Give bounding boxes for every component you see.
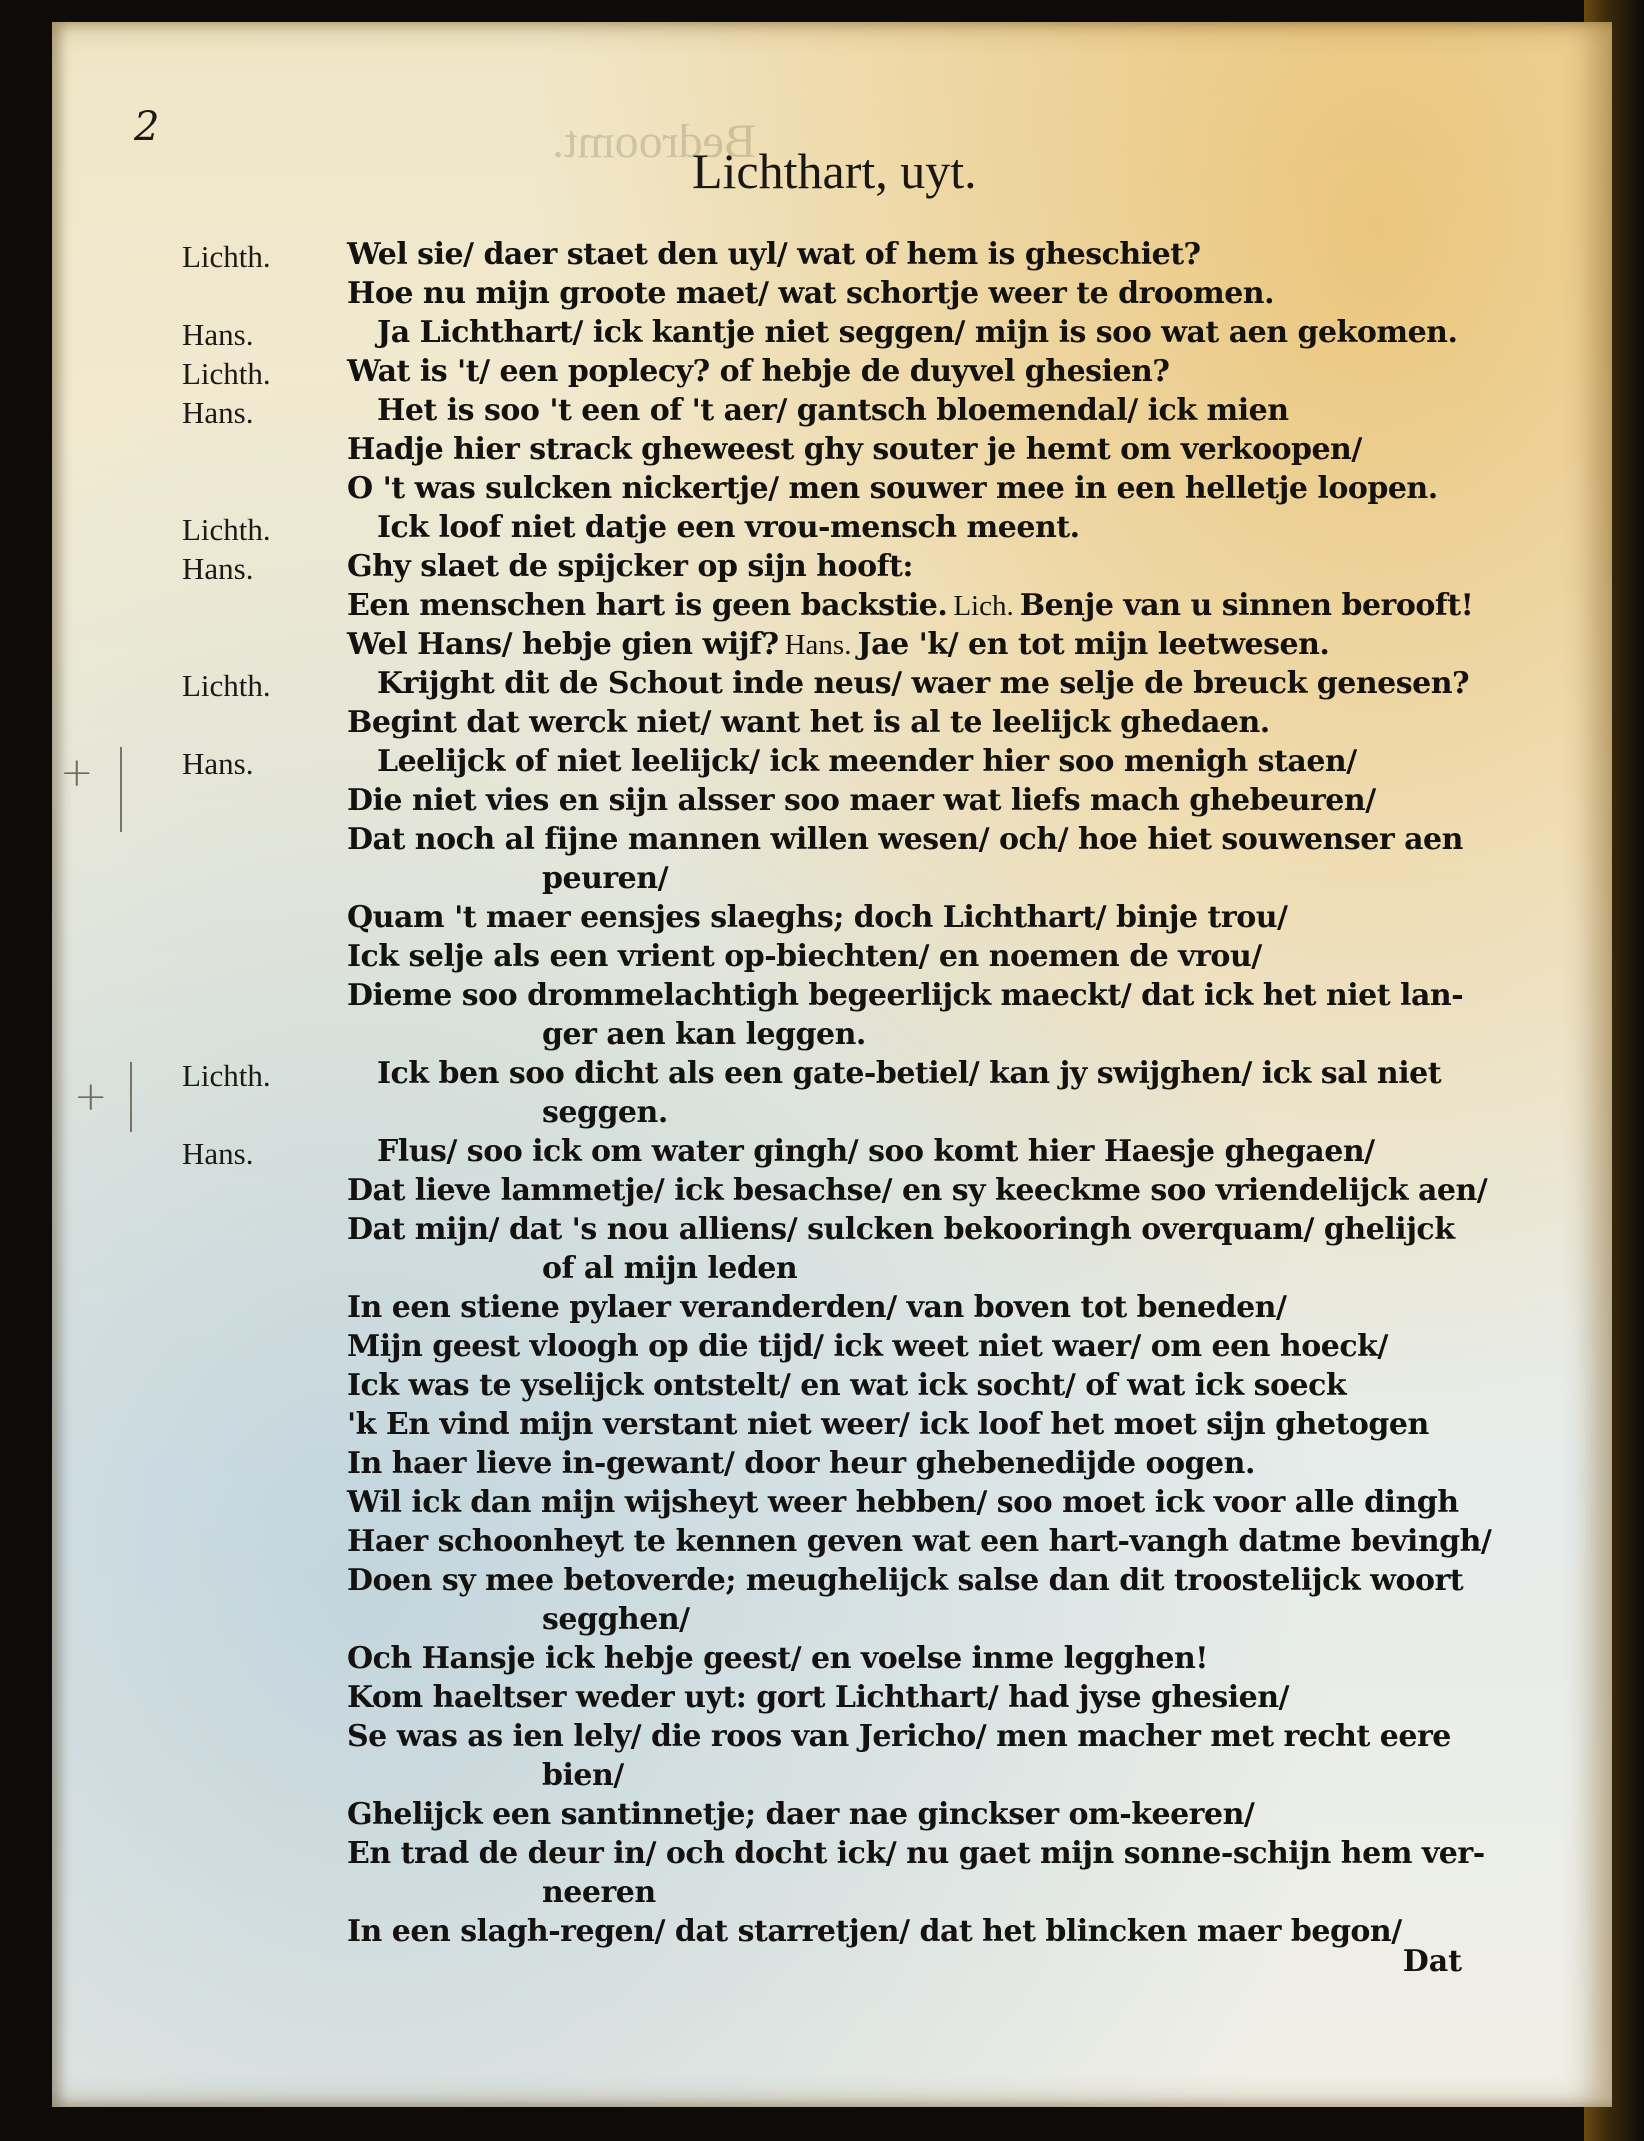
verse-text-part: neeren: [542, 1875, 656, 1910]
verse-text-part: Een menschen hart is geen backstie.: [347, 588, 948, 623]
inline-speaker-label: Lich.: [953, 590, 1014, 622]
verse-line: [182, 1914, 1562, 1953]
verse-line: [182, 1173, 1562, 1212]
verse-text-part: En trad de deur in/ och docht ick/ nu gaet mijn sonne-schijn hem ver-: [347, 1836, 1485, 1871]
catchword: Dat: [1402, 1944, 1462, 1979]
verse-text-part: Ick loof niet datje een vrou-mensch meent.: [377, 510, 1080, 545]
verse-line: [182, 276, 1562, 315]
page-number: 2: [134, 104, 160, 150]
verse-text-part: Ick ben soo dicht als een gate-betiel/ kan jy swijghen/ ick sal niet: [377, 1056, 1442, 1091]
verse-text: [347, 1914, 1402, 1949]
verse-text-part: Haer schoonheyt te kennen geven wat een hart-vangh datme bevingh/: [347, 1524, 1492, 1559]
verse-line: [182, 1680, 1562, 1719]
verse-line: [182, 1368, 1562, 1407]
verse-text: [347, 549, 913, 584]
verse-text-part: Quam 't maer eensjes slaeghs; doch Lichthart/ binje trou/: [347, 900, 1288, 935]
verse-text: [377, 393, 1289, 428]
verse-text-part: Benje van u sinnen berooft!: [1019, 588, 1474, 623]
verse-text-part: In een stiene pylaer veranderden/ van boven tot beneden/: [347, 1290, 1287, 1325]
verse-text-part: Krijght dit de Schout inde neus/ waer me selje de breuck genesen?: [377, 666, 1470, 701]
verse-text: [542, 1602, 690, 1637]
verse-line: [182, 1056, 1562, 1095]
speaker-label: Hans.: [182, 1136, 254, 1171]
verse-text: [347, 939, 1262, 974]
verse-text-part: Hoe nu mijn groote maet/ wat schortje weer te droomen.: [347, 276, 1275, 311]
verse-text-part: Se was as ien lely/ die roos van Jericho/ men macher met recht eere: [347, 1719, 1451, 1754]
verse-text: [347, 1524, 1491, 1559]
verse-text-part: Mijn geest vloogh op die tijd/ ick weet niet waer/ om een hoeck/: [347, 1329, 1388, 1364]
verse-line: [182, 1017, 1562, 1056]
verse-text: [347, 978, 1463, 1013]
speaker-label: Hans.: [182, 551, 254, 586]
verse-line: [182, 1797, 1562, 1836]
verse-line: [182, 315, 1562, 354]
verse-text-part: Dat noch al fijne mannen willen wesen/ och/ hoe hiet souwenser aen: [347, 822, 1463, 857]
verse-text: [347, 1212, 1454, 1247]
verse-text-part: Begint dat werck niet/ want het is al te leelijck ghedaen.: [347, 705, 1270, 740]
verse-text: [347, 471, 1438, 506]
verse-text: [377, 1056, 1441, 1091]
verse-text: [347, 1446, 1255, 1481]
verse-text: [542, 1251, 797, 1286]
verse-line: [182, 1485, 1562, 1524]
verse-text: [347, 1719, 1451, 1754]
verse-line: [182, 432, 1562, 471]
verse-text: [347, 1485, 1459, 1520]
verse-line: [182, 1602, 1562, 1641]
verse-text: [542, 1017, 866, 1052]
verse-text-part: Jae 'k/ en tot mijn leetwesen.: [857, 627, 1330, 662]
verse-text: [347, 783, 1376, 818]
verse-text: [347, 1680, 1289, 1715]
verse-line: [182, 666, 1562, 705]
verse-line: [182, 237, 1562, 276]
verse-line: [182, 1212, 1562, 1251]
verse-text-part: Ghy slaet de spijcker op sijn hooft:: [347, 549, 913, 584]
verse-text: [347, 354, 1169, 389]
verse-text: [347, 237, 1201, 272]
speaker-label: Lichth.: [182, 512, 271, 547]
verse-text-part: of al mijn leden: [542, 1251, 798, 1286]
verse-line: [182, 549, 1562, 588]
speaker-label: Lichth.: [182, 668, 271, 703]
verse-text-part: Ick was te yselijck ontstelt/ en wat ick socht/ of wat ick soeck: [347, 1368, 1347, 1403]
verse-text: [347, 822, 1463, 857]
show-through-text: Bedroomt.: [552, 115, 756, 168]
verse-text: [347, 1329, 1388, 1364]
verse-text: [542, 1875, 656, 1910]
verse-line: [182, 1329, 1562, 1368]
verse-line: [182, 978, 1562, 1017]
verse-text: [347, 1407, 1429, 1442]
verse-line: [182, 1524, 1562, 1563]
verse-text: [347, 1797, 1254, 1832]
margin-bracket-2: [130, 1062, 132, 1132]
verse-text-part: Ick selje als een vrient op-biechten/ en noemen de vrou/: [347, 939, 1262, 974]
speaker-label: Hans.: [182, 746, 254, 781]
verse-text: [377, 744, 1357, 779]
verse-text: [347, 1563, 1463, 1598]
verse-line: [182, 1095, 1562, 1134]
verse-text: [347, 1368, 1346, 1403]
verse-text-part: Flus/ soo ick om water gingh/ soo komt hier Haesje ghegaen/: [377, 1134, 1375, 1169]
verse-text: [347, 627, 1329, 662]
verse-text-part: Ja Lichthart/ ick kantje niet seggen/ mijn is soo wat aen gekomen.: [377, 315, 1458, 350]
verse-line: [182, 900, 1562, 939]
verse-text: [542, 861, 668, 896]
verse-text-part: Doen sy mee betoverde; meughelijck salse dan dit troostelijck woort: [347, 1563, 1464, 1598]
verse-text-part: Die niet vies en sijn alsser soo maer wat liefs mach ghebeuren/: [347, 783, 1376, 818]
verse-text: [377, 666, 1469, 701]
verse-text: [377, 1134, 1375, 1169]
verse-line: [182, 1641, 1562, 1680]
verse-text: [542, 1095, 668, 1130]
verse-text-part: segghen/: [542, 1602, 690, 1637]
speaker-label: Hans.: [182, 395, 254, 430]
verse-text: [377, 315, 1457, 350]
verse-text-part: Wat is 't/ een poplecy? of hebje de duyvel ghesien?: [347, 354, 1170, 389]
verse-line: [182, 1290, 1562, 1329]
verse-line: [182, 1758, 1562, 1797]
inline-speaker-label: Hans.: [784, 629, 852, 661]
verse-text-part: Wel Hans/ hebje gien wijf?: [347, 627, 779, 662]
verse-text: [347, 276, 1274, 311]
verse-line: [182, 471, 1562, 510]
verse-line: [182, 588, 1562, 627]
verse-text-part: peuren/: [542, 861, 669, 896]
verse-line: [182, 1563, 1562, 1602]
verse-line: [182, 393, 1562, 432]
verse-line: [182, 783, 1562, 822]
margin-bracket-1: [120, 747, 122, 832]
verse-line: [182, 1836, 1562, 1875]
verse-text: [347, 588, 1473, 623]
margin-cross-2: +: [74, 1074, 108, 1120]
verse-line: [182, 744, 1562, 783]
verse-text-part: ger aen kan leggen.: [542, 1017, 866, 1052]
verse-text-part: Ghelijck een santinnetje; daer nae ginckser om-keeren/: [347, 1797, 1255, 1832]
verse-text: [347, 1836, 1485, 1871]
speaker-label: Lichth.: [182, 1058, 271, 1093]
verse-text-part: bien/: [542, 1758, 624, 1793]
verse-line: [182, 1875, 1562, 1914]
verse-line: [182, 1446, 1562, 1485]
verse-text: [347, 1641, 1208, 1676]
verse-text-part: Leelijck of niet leelijck/ ick meender hier soo menigh staen/: [377, 744, 1357, 779]
speaker-label: Lichth.: [182, 239, 271, 274]
verse-text: [347, 900, 1288, 935]
verse-line: [182, 939, 1562, 978]
verse-text-part: Wel sie/ daer staet den uyl/ wat of hem is gheschiet?: [347, 237, 1201, 272]
speaker-label: Lichth.: [182, 356, 271, 391]
verse-text: [377, 510, 1080, 545]
verse-line: [182, 627, 1562, 666]
verse-text: [347, 705, 1270, 740]
verse-text: [542, 1758, 624, 1793]
verse-text-part: seggen.: [542, 1095, 668, 1130]
verse-line: [182, 822, 1562, 861]
verse-text: [347, 1173, 1487, 1208]
verse-text-part: Dieme soo drommelachtigh begeerlijck maeckt/ dat ick het niet lan-: [347, 978, 1464, 1013]
verse-text-part: Dat mijn/ dat 's nou alliens/ sulcken bekooringh overquam/ ghelijck: [347, 1212, 1455, 1247]
running-head: Lichthart, uyt.: [692, 143, 977, 199]
verse-text-part: 'k En vind mijn verstant niet weer/ ick loof het moet sijn ghetogen: [347, 1407, 1429, 1442]
verse-line: [182, 705, 1562, 744]
verse-text-block: [182, 237, 1562, 1953]
verse-text-part: O 't was sulcken nickertje/ men souwer mee in een helletje loopen.: [347, 471, 1438, 506]
verse-text: [347, 1290, 1286, 1325]
verse-text-part: Dat lieve lammetje/ ick besachse/ en sy keeckme soo vriendelijck aen/: [347, 1173, 1488, 1208]
verse-line: [182, 1407, 1562, 1446]
verse-text-part: Het is soo 't een of 't aer/ gantsch bloemendal/ ick mien: [377, 393, 1289, 428]
verse-text-part: Kom haeltser weder uyt: gort Lichthart/ had jyse ghesien/: [347, 1680, 1290, 1715]
verse-text-part: In haer lieve in-gewant/ door heur ghebenedijde oogen.: [347, 1446, 1255, 1481]
verse-text-part: Hadje hier strack gheweest ghy souter je hemt om verkoopen/: [347, 432, 1362, 467]
speaker-label: Hans.: [182, 317, 254, 352]
margin-cross-1: +: [60, 750, 94, 796]
verse-text-part: Wil ick dan mijn wijsheyt weer hebben/ soo moet ick voor alle dingh: [347, 1485, 1459, 1520]
verse-text: [347, 432, 1362, 467]
book-page: [52, 22, 1612, 2107]
verse-text-part: Och Hansje ick hebje geest/ en voelse inme legghen!: [347, 1641, 1208, 1676]
verse-line: [182, 861, 1562, 900]
verse-line: [182, 510, 1562, 549]
verse-text-part: In een slagh-regen/ dat starretjen/ dat het blincken maer begon/: [347, 1914, 1402, 1949]
verse-line: [182, 1719, 1562, 1758]
verse-line: [182, 1134, 1562, 1173]
verse-line: [182, 354, 1562, 393]
verse-line: [182, 1251, 1562, 1290]
